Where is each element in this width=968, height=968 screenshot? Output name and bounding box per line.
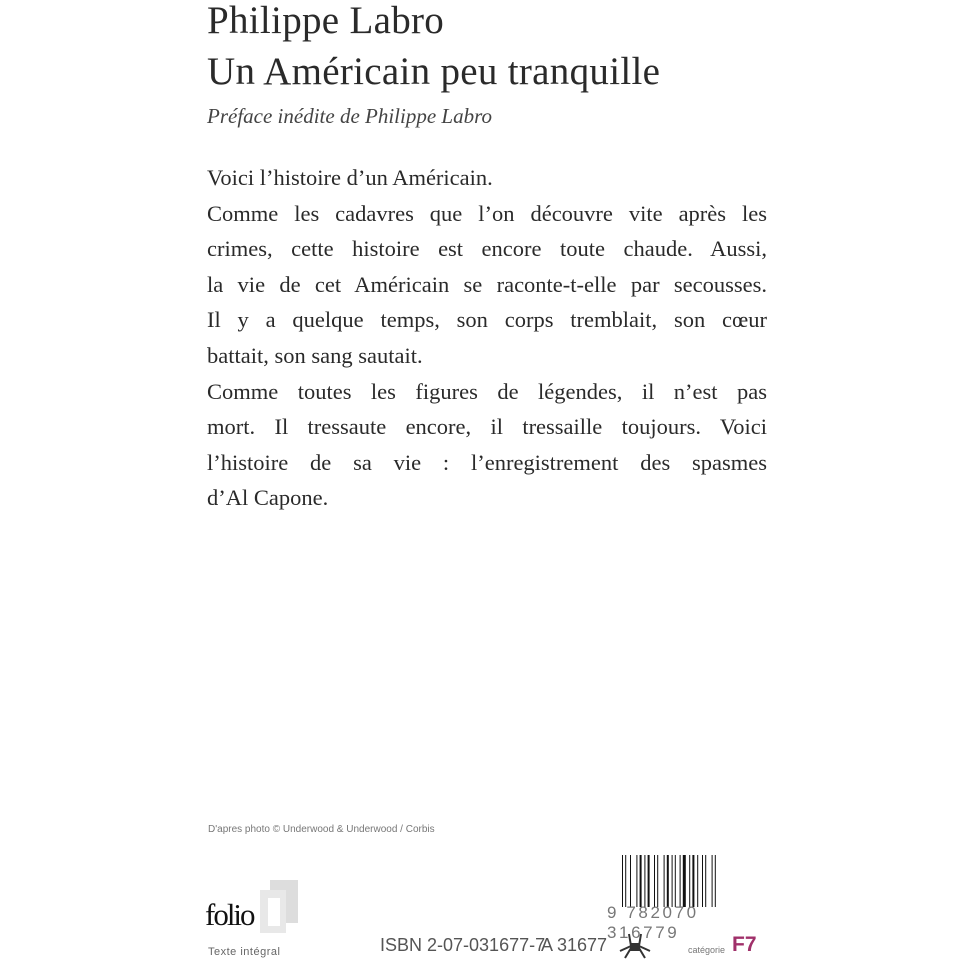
isbn: ISBN 2-07-031677-7: [380, 935, 546, 955]
barcode-bar: [715, 855, 716, 907]
preface-note: Préface inédite de Philippe Labro: [207, 104, 492, 128]
barcode-bar: [630, 855, 631, 907]
barcode-bar: [675, 855, 676, 907]
barcode-bar: [625, 855, 626, 907]
barcode-bar: [689, 855, 690, 907]
barcode-bar: [622, 855, 623, 907]
blurb-text: [207, 160, 767, 516]
category-code: F7: [732, 933, 757, 956]
barcode: [620, 855, 768, 907]
barcode-bar: [680, 855, 681, 907]
book-title: Un Américain peu tranquille: [207, 50, 661, 93]
barcode-bar: [667, 855, 669, 907]
blurb-line: mort. Il tressaute encore, il tressaille toujours. Voici: [207, 414, 767, 440]
barcode-bar: [705, 855, 706, 907]
barcode-bar: [672, 855, 673, 907]
folio-mark-icon: [258, 878, 298, 933]
blurb-line: crimes, cette histoire est encore toute chaude. Aussi,: [207, 236, 767, 262]
barcode-bar: [692, 855, 694, 907]
blurb-line: Il y a quelque temps, son corps tremblait, son cœur: [207, 307, 767, 333]
category-label: catégorie: [688, 945, 726, 955]
barcode-bar: [654, 855, 655, 907]
article-code: A 31677: [541, 935, 608, 955]
blurb-line: d’Al Capone.: [207, 485, 329, 511]
blurb-line: Comme les cadavres que l’on découvre vite après les: [207, 200, 767, 226]
barcode-bar: [648, 855, 650, 907]
blurb-line: Comme toutes les figures de légendes, il n’est pas: [207, 378, 767, 404]
barcode-bar: [640, 855, 642, 907]
blurb-line: l’histoire de sa vie : l’enregistrement des spasmes: [207, 449, 767, 475]
barcode-number: 9 782070 316779: [607, 903, 699, 942]
edition-note: Texte intégral: [208, 946, 281, 958]
barcode-bar: [664, 855, 665, 907]
barcode-bar: [697, 855, 698, 907]
barcode-bar: [644, 855, 645, 907]
folio-logo: folio: [205, 897, 254, 932]
author-name: Philippe Labro: [207, 0, 445, 42]
photo-credit: D'apres photo © Underwood & Underwood / Corbis: [208, 824, 435, 835]
barcode-bar: [702, 855, 703, 907]
blurb-line: Voici l’histoire d’un Américain.: [207, 165, 493, 190]
blurb-line: battait, son sang sautait.: [207, 342, 423, 368]
barcode-bar: [712, 855, 713, 907]
blurb-line: la vie de cet Américain se raconte-t-elle par secousses.: [207, 271, 767, 297]
barcode-bar: [683, 855, 686, 907]
barcode-bar: [636, 855, 637, 907]
barcode-bar: [657, 855, 658, 907]
